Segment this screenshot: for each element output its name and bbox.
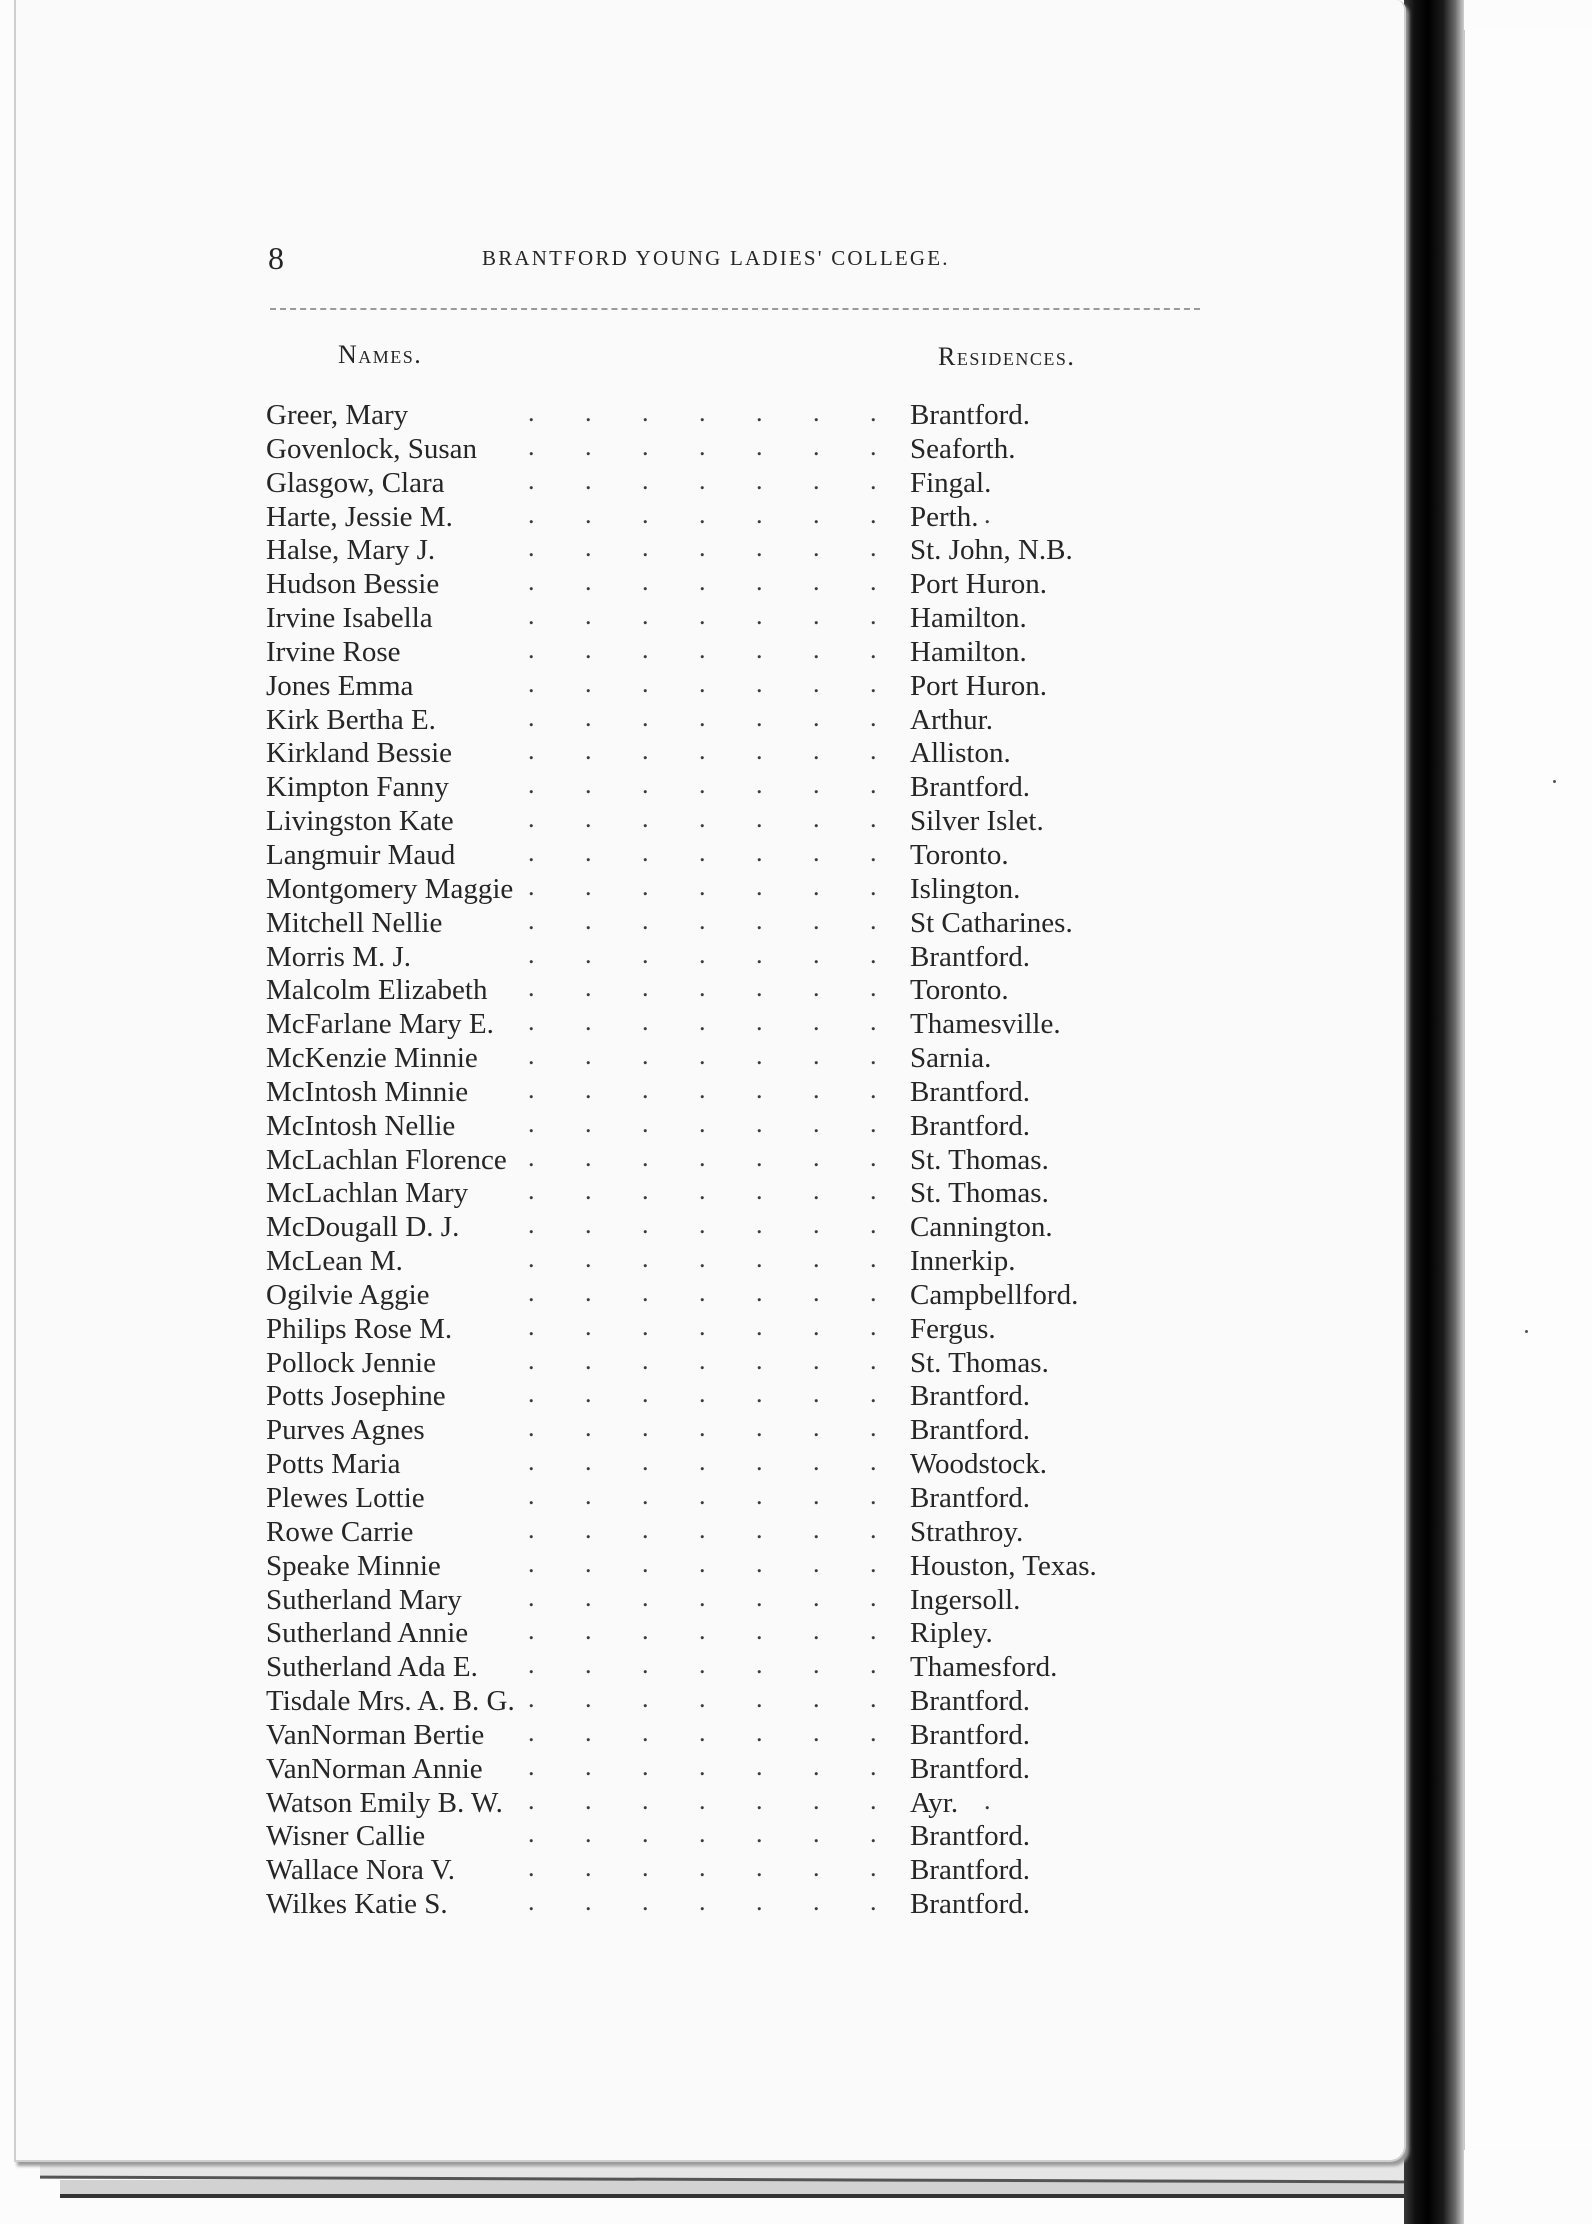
roster-row xyxy=(266,1887,1166,1921)
student-name: Potts Josephine xyxy=(266,1380,452,1412)
student-name-cell xyxy=(266,940,417,974)
student-name: Kirkland Bessie xyxy=(266,737,458,769)
roster-row xyxy=(266,1413,1166,1447)
student-residence: Brantford. xyxy=(906,1752,1030,1786)
running-head: BRANTFORD YOUNG LADIES' COLLEGE. xyxy=(482,246,950,270)
student-name-cell xyxy=(266,1413,431,1447)
roster-row xyxy=(266,1278,1166,1312)
dot-leader xyxy=(528,701,1118,735)
student-name: Morris M. J. xyxy=(266,941,417,973)
student-name-cell xyxy=(266,1379,452,1413)
document-page xyxy=(14,0,1406,2162)
student-name-cell xyxy=(266,1515,419,1549)
roster-row xyxy=(266,1819,1166,1853)
roster-row xyxy=(266,1346,1166,1380)
student-name-cell xyxy=(266,1244,409,1278)
student-residence: Perth. xyxy=(906,500,978,534)
roster-row xyxy=(266,940,1166,974)
student-residence: Arthur. xyxy=(906,703,993,737)
student-residence: Silver Islet. xyxy=(906,804,1044,838)
student-residence: Toronto. xyxy=(906,838,1009,872)
student-residence: Port Huron. xyxy=(906,669,1047,703)
student-name: McLachlan Mary xyxy=(266,1177,474,1209)
student-name-cell xyxy=(266,601,439,635)
student-residence: Ripley. xyxy=(906,1616,993,1650)
student-residence: Thamesville. xyxy=(906,1007,1061,1041)
roster-row xyxy=(266,1616,1166,1650)
roster-row xyxy=(266,1853,1166,1887)
student-name: Wilkes Katie S. xyxy=(266,1888,454,1920)
student-name: Greer, Mary xyxy=(266,399,414,431)
student-residence: Thamesford. xyxy=(906,1650,1057,1684)
student-residence: Brantford. xyxy=(906,940,1030,974)
student-name: Pollock Jennie xyxy=(266,1347,442,1379)
student-name-cell xyxy=(266,1752,489,1786)
roster-row xyxy=(266,804,1166,838)
student-residence: Fingal. xyxy=(906,466,991,500)
dot-leader xyxy=(528,1039,1118,1073)
roster-row xyxy=(266,1379,1166,1413)
student-name-cell xyxy=(266,1346,442,1380)
roster-row xyxy=(266,398,1166,432)
dot-leader xyxy=(528,870,1118,904)
student-residence: Brantford. xyxy=(906,1819,1030,1853)
student-name-cell xyxy=(266,533,441,567)
roster-row xyxy=(266,1075,1166,1109)
student-name: Tisdale Mrs. A. B. G. xyxy=(266,1685,521,1717)
student-name-cell xyxy=(266,669,419,703)
student-name-cell xyxy=(266,1549,447,1583)
page-number: 8 xyxy=(268,240,284,276)
student-name: Wisner Callie xyxy=(266,1820,431,1852)
student-name: Govenlock, Susan xyxy=(266,433,483,465)
roster-row xyxy=(266,1515,1166,1549)
roster-row xyxy=(266,1481,1166,1515)
student-name: Potts Maria xyxy=(266,1448,407,1480)
dot-leader xyxy=(528,1614,1118,1648)
student-name-cell xyxy=(266,736,458,770)
student-residence: Brantford. xyxy=(906,398,1030,432)
student-residence: Sarnia. xyxy=(906,1041,991,1075)
student-residence: St. Thomas. xyxy=(906,1346,1049,1380)
student-name: Irvine Rose xyxy=(266,636,407,668)
student-residence: Ingersoll. xyxy=(906,1583,1020,1617)
student-name: Sutherland Ada E. xyxy=(266,1651,484,1683)
student-residence: Brantford. xyxy=(906,1853,1030,1887)
student-residence: Houston, Texas. xyxy=(906,1549,1097,1583)
student-name: Speake Minnie xyxy=(266,1550,447,1582)
roster-row xyxy=(266,906,1166,940)
student-name-cell xyxy=(266,804,460,838)
roster-row xyxy=(266,1786,1166,1820)
student-residence: Ayr. xyxy=(906,1786,958,1820)
student-name-cell xyxy=(266,1278,436,1312)
student-residence: Seaforth. xyxy=(906,432,1016,466)
student-name: Philips Rose M. xyxy=(266,1313,458,1345)
student-residence: St. John, N.B. xyxy=(906,533,1073,567)
student-name: Kimpton Fanny xyxy=(266,771,455,803)
roster-row xyxy=(266,838,1166,872)
student-name: Glasgow, Clara xyxy=(266,467,451,499)
student-name-cell xyxy=(266,466,451,500)
student-name: Langmuir Maud xyxy=(266,839,461,871)
roster-row xyxy=(266,1752,1166,1786)
student-residence: Brantford. xyxy=(906,1887,1030,1921)
book-spine xyxy=(1404,0,1464,2224)
student-residence: Brantford. xyxy=(906,1481,1030,1515)
student-residence: Toronto. xyxy=(906,973,1009,1007)
roster-row xyxy=(266,1210,1166,1244)
student-name: McIntosh Nellie xyxy=(266,1110,461,1142)
student-name-cell xyxy=(266,1075,474,1109)
residences-column-heading: Residences. xyxy=(938,342,1076,371)
student-residence: Brantford. xyxy=(906,1413,1030,1447)
student-name: Watson Emily B. W. xyxy=(266,1787,509,1819)
student-residence: Brantford. xyxy=(906,1379,1030,1413)
header-rule xyxy=(270,308,1200,310)
student-name: Sutherland Annie xyxy=(266,1617,474,1649)
student-name-cell xyxy=(266,1819,431,1853)
roster-row xyxy=(266,1312,1166,1346)
student-residence: Fergus. xyxy=(906,1312,996,1346)
student-name: Sutherland Mary xyxy=(266,1584,468,1616)
student-residence: St. Thomas. xyxy=(906,1143,1049,1177)
student-name: Hudson Bessie xyxy=(266,568,445,600)
dot-leader xyxy=(528,498,1118,532)
student-name-cell xyxy=(266,973,493,1007)
roster-row xyxy=(266,973,1166,1007)
dot-leader xyxy=(528,1581,1118,1615)
student-residence: Woodstock. xyxy=(906,1447,1047,1481)
dot-leader xyxy=(528,1310,1118,1344)
roster-row xyxy=(266,669,1166,703)
student-name-cell xyxy=(266,770,455,804)
student-name: McDougall D. J. xyxy=(266,1211,465,1243)
roster-row xyxy=(266,432,1166,466)
student-name-cell xyxy=(266,1312,458,1346)
dot-leader xyxy=(528,836,1118,870)
student-name: McFarlane Mary E. xyxy=(266,1008,500,1040)
student-residence: Innerkip. xyxy=(906,1244,1016,1278)
roster-row xyxy=(266,466,1166,500)
student-name: Rowe Carrie xyxy=(266,1516,419,1548)
student-name-cell xyxy=(266,432,483,466)
student-name: Irvine Isabella xyxy=(266,602,439,634)
student-name-cell xyxy=(266,1583,468,1617)
roster-row xyxy=(266,1176,1166,1210)
student-residence: Brantford. xyxy=(906,770,1030,804)
dot-leader xyxy=(528,430,1118,464)
student-residence: Brantford. xyxy=(906,1109,1030,1143)
roster-row xyxy=(266,1684,1166,1718)
dot-leader xyxy=(528,1513,1118,1547)
student-name-cell xyxy=(266,1109,461,1143)
dot-leader xyxy=(528,633,1118,667)
student-name-cell xyxy=(266,500,459,534)
roster-row xyxy=(266,1244,1166,1278)
student-name: Wallace Nora V. xyxy=(266,1854,461,1886)
dot-leader xyxy=(528,734,1118,768)
student-name-cell xyxy=(266,635,407,669)
roster-row xyxy=(266,1109,1166,1143)
student-name-cell xyxy=(266,1853,461,1887)
roster-row xyxy=(266,601,1166,635)
roster-row xyxy=(266,1583,1166,1617)
student-name-cell xyxy=(266,1684,521,1718)
roster-row xyxy=(266,567,1166,601)
student-residence: Hamilton. xyxy=(906,635,1027,669)
student-name-cell xyxy=(266,1007,500,1041)
student-name: Ogilvie Aggie xyxy=(266,1279,436,1311)
student-name-cell xyxy=(266,1210,465,1244)
student-name-cell xyxy=(266,1447,407,1481)
student-name-cell xyxy=(266,1718,490,1752)
student-name: VanNorman Annie xyxy=(266,1753,489,1785)
student-residence: Alliston. xyxy=(906,736,1011,770)
student-name-cell xyxy=(266,838,461,872)
student-residence: St Catharines. xyxy=(906,906,1073,940)
names-column-heading: Names. xyxy=(338,340,423,369)
roster-row xyxy=(266,872,1166,906)
dot-leader xyxy=(528,464,1118,498)
dot-leader xyxy=(528,1242,1118,1276)
roster-row xyxy=(266,1447,1166,1481)
student-name-cell xyxy=(266,1786,509,1820)
student-name: Purves Agnes xyxy=(266,1414,431,1446)
dot-leader xyxy=(528,599,1118,633)
dot-leader xyxy=(528,1784,1118,1818)
student-name-cell xyxy=(266,1616,474,1650)
roster-row xyxy=(266,736,1166,770)
student-name-cell xyxy=(266,1176,474,1210)
student-name: Mitchell Nellie xyxy=(266,907,448,939)
student-name: Halse, Mary J. xyxy=(266,534,441,566)
roster-row xyxy=(266,703,1166,737)
student-residence: Campbellford. xyxy=(906,1278,1078,1312)
student-residence: Port Huron. xyxy=(906,567,1047,601)
roster-row xyxy=(266,770,1166,804)
student-residence: Islington. xyxy=(906,872,1020,906)
student-residence: Brantford. xyxy=(906,1718,1030,1752)
student-name-cell xyxy=(266,1143,513,1177)
student-name-cell xyxy=(266,1887,454,1921)
student-name-cell xyxy=(266,398,414,432)
student-name: Plewes Lottie xyxy=(266,1482,431,1514)
student-name-cell xyxy=(266,872,519,906)
student-name-cell xyxy=(266,567,445,601)
speck xyxy=(1525,1330,1528,1333)
student-residence: Cannington. xyxy=(906,1210,1053,1244)
student-name: Jones Emma xyxy=(266,670,419,702)
student-name: Livingston Kate xyxy=(266,805,460,837)
student-name-cell xyxy=(266,1481,431,1515)
student-name: Kirk Bertha E. xyxy=(266,704,442,736)
student-roster xyxy=(266,398,1166,1921)
student-residence: Hamilton. xyxy=(906,601,1027,635)
student-residence: Strathroy. xyxy=(906,1515,1023,1549)
student-name-cell xyxy=(266,1650,484,1684)
roster-row xyxy=(266,1041,1166,1075)
student-name: McKenzie Minnie xyxy=(266,1042,484,1074)
student-name: Montgomery Maggie xyxy=(266,873,519,905)
student-name: VanNorman Bertie xyxy=(266,1719,490,1751)
student-name: McLachlan Florence xyxy=(266,1144,513,1176)
facing-page xyxy=(1464,30,1592,2150)
roster-row xyxy=(266,1007,1166,1041)
student-name: Harte, Jessie M. xyxy=(266,501,459,533)
roster-row xyxy=(266,533,1166,567)
speck xyxy=(1553,780,1556,783)
roster-row xyxy=(266,500,1166,534)
roster-row xyxy=(266,1718,1166,1752)
roster-row xyxy=(266,1143,1166,1177)
roster-row xyxy=(266,1650,1166,1684)
student-name-cell xyxy=(266,703,442,737)
dot-leader xyxy=(528,971,1118,1005)
student-name: Malcolm Elizabeth xyxy=(266,974,493,1006)
student-name: McLean M. xyxy=(266,1245,409,1277)
student-name-cell xyxy=(266,1041,484,1075)
roster-row xyxy=(266,635,1166,669)
student-residence: Brantford. xyxy=(906,1684,1030,1718)
student-name-cell xyxy=(266,906,448,940)
student-name: McIntosh Minnie xyxy=(266,1076,474,1108)
student-residence: Brantford. xyxy=(906,1075,1030,1109)
roster-row xyxy=(266,1549,1166,1583)
student-residence: St. Thomas. xyxy=(906,1176,1049,1210)
